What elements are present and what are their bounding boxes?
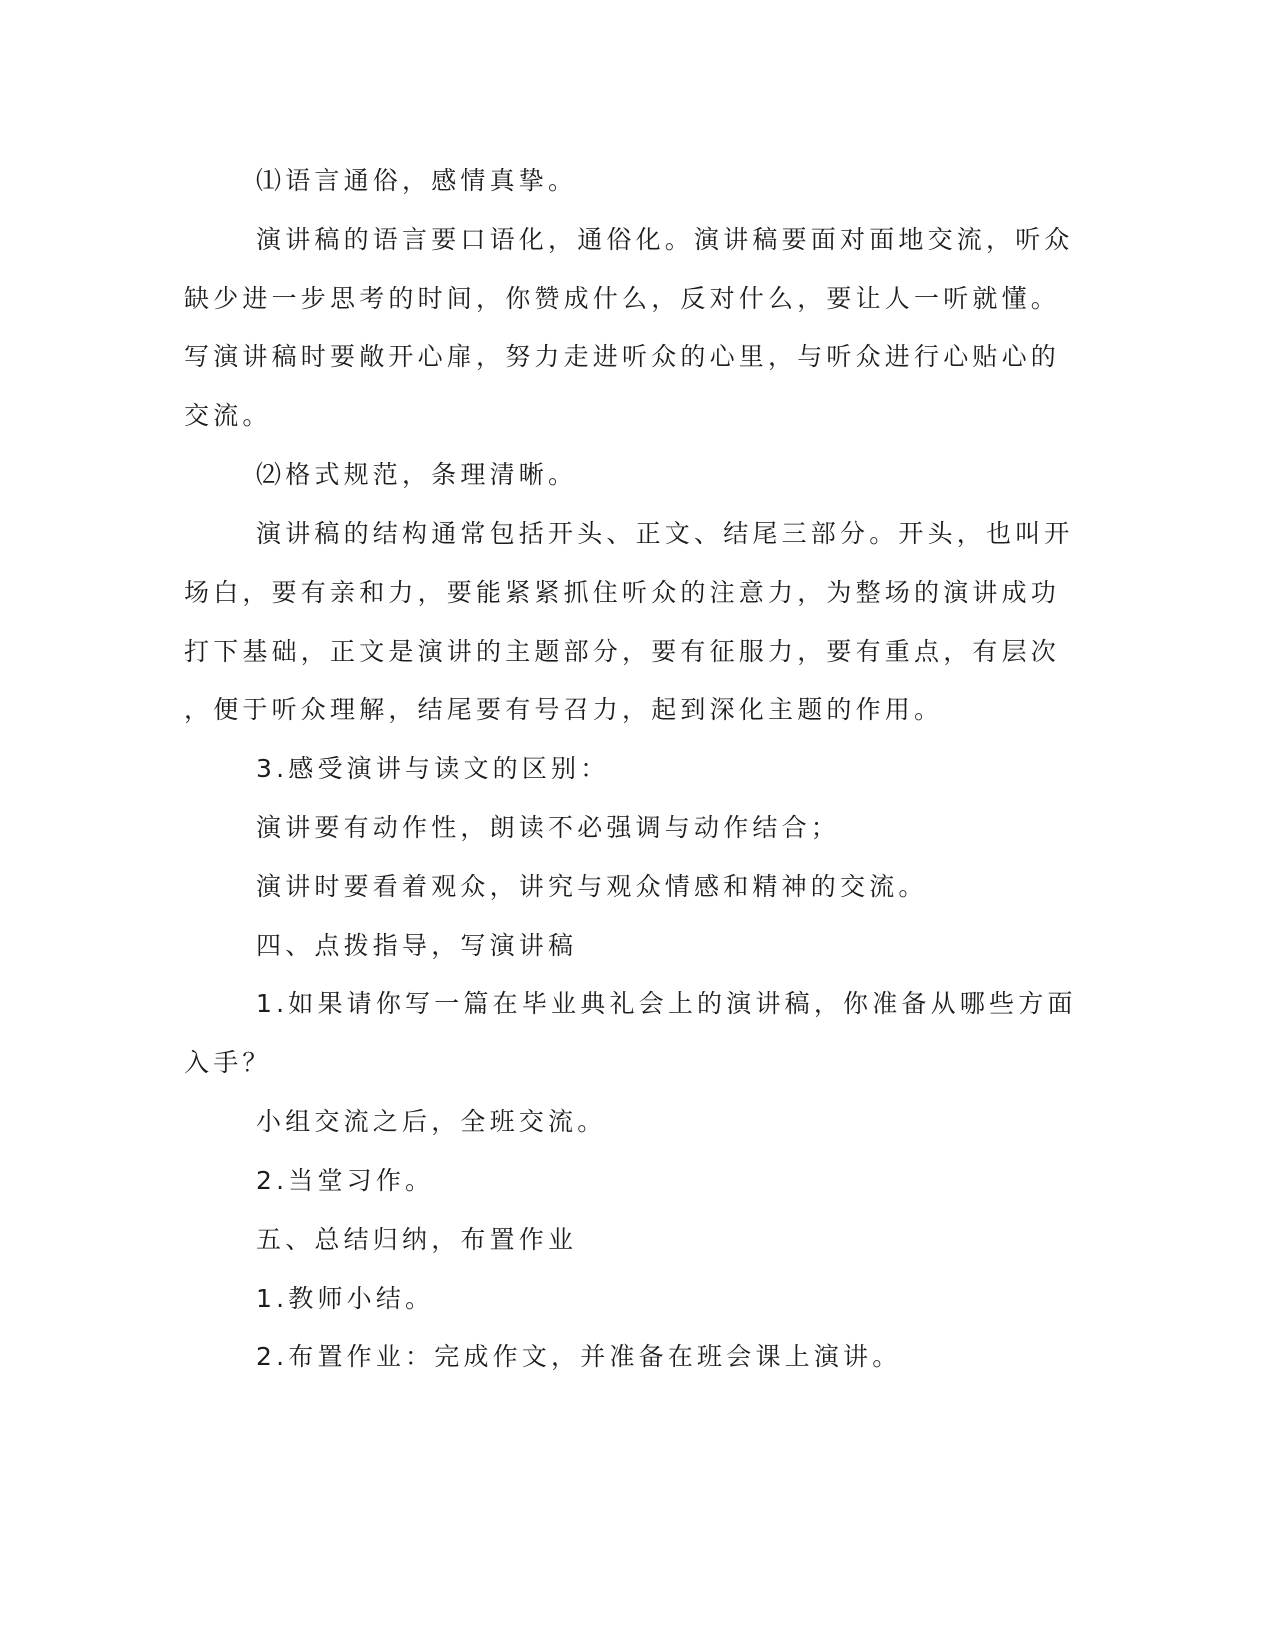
- subheading-language: ⑴语言通俗，感情真挚。: [256, 166, 578, 195]
- numbered-item: 2.当堂习作。: [256, 1166, 435, 1195]
- paragraph-line: 场白，要有亲和力，要能紧紧抓住听众的注意力，为整场的演讲成功: [184, 578, 1061, 607]
- numbered-item: 1.如果请你写一篇在毕业典礼会上的演讲稿，你准备从哪些方面: [256, 989, 1077, 1018]
- paragraph-line: 演讲稿的语言要口语化，通俗化。演讲稿要面对面地交流，听众: [256, 225, 1074, 254]
- section-heading-guidance: 四、点拨指导，写演讲稿: [256, 931, 578, 960]
- subheading-format: ⑵格式规范，条理清晰。: [256, 460, 578, 489]
- paragraph-line: 演讲时要看着观众，讲究与观众情感和精神的交流。: [256, 872, 928, 901]
- paragraph-line: 交流。: [184, 401, 272, 430]
- paragraph-line: 入手？: [184, 1048, 272, 1077]
- numbered-item: 3.感受演讲与读文的区别：: [256, 754, 610, 783]
- paragraph-line: 打下基础，正文是演讲的主题部分，要有征服力，要有重点，有层次: [184, 637, 1061, 666]
- paragraph-line: 小组交流之后，全班交流。: [256, 1107, 607, 1136]
- paragraph-line: 演讲要有动作性，朗读不必强调与动作结合；: [256, 813, 841, 842]
- paragraph-line: 写演讲稿时要敞开心扉，努力走进听众的心里，与听众进行心贴心的: [184, 342, 1061, 371]
- numbered-item: 2.布置作业：完成作文，并准备在班会课上演讲。: [256, 1342, 902, 1371]
- numbered-item: 1.教师小结。: [256, 1284, 435, 1313]
- paragraph-line: 缺少进一步思考的时间，你赞成什么，反对什么，要让人一听就懂。: [184, 284, 1061, 313]
- paragraph-line: 演讲稿的结构通常包括开头、正文、结尾三部分。开头，也叫开: [256, 519, 1074, 548]
- paragraph-line: ，便于听众理解，结尾要有号召力，起到深化主题的作用。: [184, 695, 944, 724]
- section-heading-summary: 五、总结归纳，布置作业: [256, 1225, 578, 1254]
